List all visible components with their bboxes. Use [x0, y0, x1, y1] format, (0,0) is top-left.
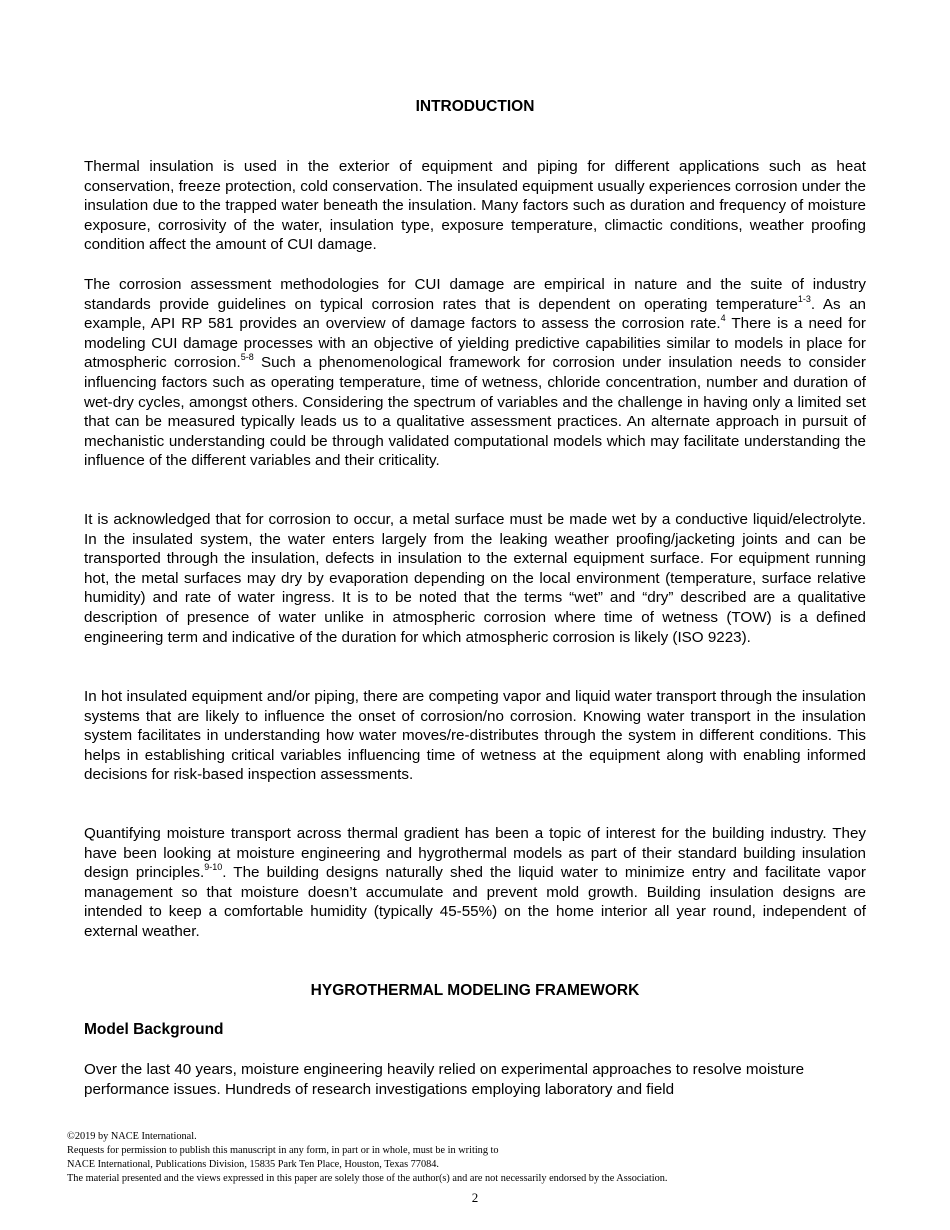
framework-paragraph-1	[84, 1060, 866, 1099]
footer-line: NACE International, Publications Division, 15835 Park Ten Place, Houston, Texas 77084.	[67, 1159, 439, 1170]
paragraph-text: In hot insulated equipment and/or piping, there are competing vapor and liquid water transport through the insulation systems that are likely to influence the onset of corrosion/no corrosion. Knowing water transport in the insulation system facilitates in understanding how water moves/re-distributes through the system in different conditions. This helps in establishing critical variables influencing time of wetness at the equipment along with enabling informed decisions for risk-based inspection assessments.	[84, 688, 866, 784]
paragraph-text	[84, 824, 866, 942]
framework-heading: HYGROTHERMAL MODELING FRAMEWORK	[310, 982, 640, 999]
text-run: Quantifying moisture transport across thermal gradient has been a topic of interest for the building industry. They have been looking at moisture engineering and hygrothermal models as part of their standard building insulation design principles.	[84, 825, 866, 882]
intro-paragraph-2	[84, 275, 866, 471]
paragraph-text	[84, 275, 866, 471]
footer-line: The material presented and the views expressed in this paper are solely those of the author(s) and are not necessarily endorsed by the Association.	[67, 1173, 668, 1184]
text-run: . The building designs naturally shed the liquid water to minimize entry and facilitate vapor management so that moisture doesn’t accumulate and prevent mold growth. Building insulation designs are intended to keep a comfortable humidity (typically 45-55%) on the home interior all year round, independent of external weather.	[84, 864, 866, 940]
text-run: The corrosion assessment methodologies for CUI damage are empirical in nature and the suite of industry standards provide guidelines on typical corrosion rates that is dependent on operating temperature	[84, 276, 866, 313]
text-run: Such a phenomenological framework for corrosion under insulation needs to consider influencing factors such as operating temperature, time of wetness, chloride concentration, number and duration of wet-dry cycles, amongst others. Considering the spectrum of variables and the challenge in having only a limited set that can be measured typically leads us to a qualitative assessment practices. An alternate approach in pursuit of mechanistic understanding could be through validated computational models which may facilitate understanding the influence of the different variables and their criticality.	[84, 354, 866, 470]
intro-paragraph-5	[84, 824, 866, 942]
footer-line: Requests for permission to publish this manuscript in any form, in part or in whole, must be in writing to	[67, 1145, 499, 1156]
footer-line: ©2019 by NACE International.	[67, 1131, 197, 1142]
paragraph-text: Over the last 40 years, moisture engineering heavily relied on experimental approaches to resolve moisture performance issues. Hundreds of research investigations employing laboratory and field	[84, 1061, 805, 1098]
copyright-footer	[67, 1130, 887, 1186]
intro-paragraph-1	[84, 157, 866, 255]
introduction-heading: INTRODUCTION	[415, 98, 535, 115]
citation-ref: 1-3	[797, 293, 811, 304]
text-run: . As an example, API RP 581 provides an overview of damage factors to assess the corrosion rate.	[84, 295, 866, 333]
paragraph-text: It is acknowledged that for corrosion to occur, a metal surface must be made wet by a conductive liquid/electrolyte. In the insulated system, the water enters largely from the leaking weather proofing/jacketing joints and can be transported through the insulation, defects in insulation to the external equipment surface. For equipment running hot, the metal surfaces may dry by evaporation depending on the local environment (temperature, surface relative humidity) and rate of water ingress. It is to be noted that the terms “wet” and “dry” described are a qualitative description of presence of water unlike in atmospheric corrosion where time of wetness (TOW) is a defined engineering term and indicative of the duration for which atmospheric corrosion is likely (ISO 9223).	[84, 511, 866, 646]
page-number: 2	[471, 1190, 479, 1205]
text-run: There is a need for modeling CUI damage processes with an objective of yielding predictive capabilities similar to models in place for atmospheric corrosion.	[84, 315, 866, 372]
intro-paragraph-4	[84, 687, 866, 785]
citation-ref: 9-10	[204, 862, 223, 873]
model-background-subheading: Model Background	[84, 1021, 224, 1038]
citation-ref: 5-8	[240, 352, 254, 363]
intro-paragraph-3	[84, 510, 866, 647]
paragraph-text: Thermal insulation is used in the exterior of equipment and piping for different applications such as heat conservation, freeze protection, cold conservation. The insulated equipment usually experiences corrosion under the insulation due to the trapped water beneath the insulation. Many factors such as duration and frequency of moisture exposure, corrosivity of the water, insulation type, exposure temperature, climactic conditions, weather proofing condition affect the amount of CUI damage.	[84, 158, 866, 254]
citation-ref: 4	[720, 313, 726, 324]
